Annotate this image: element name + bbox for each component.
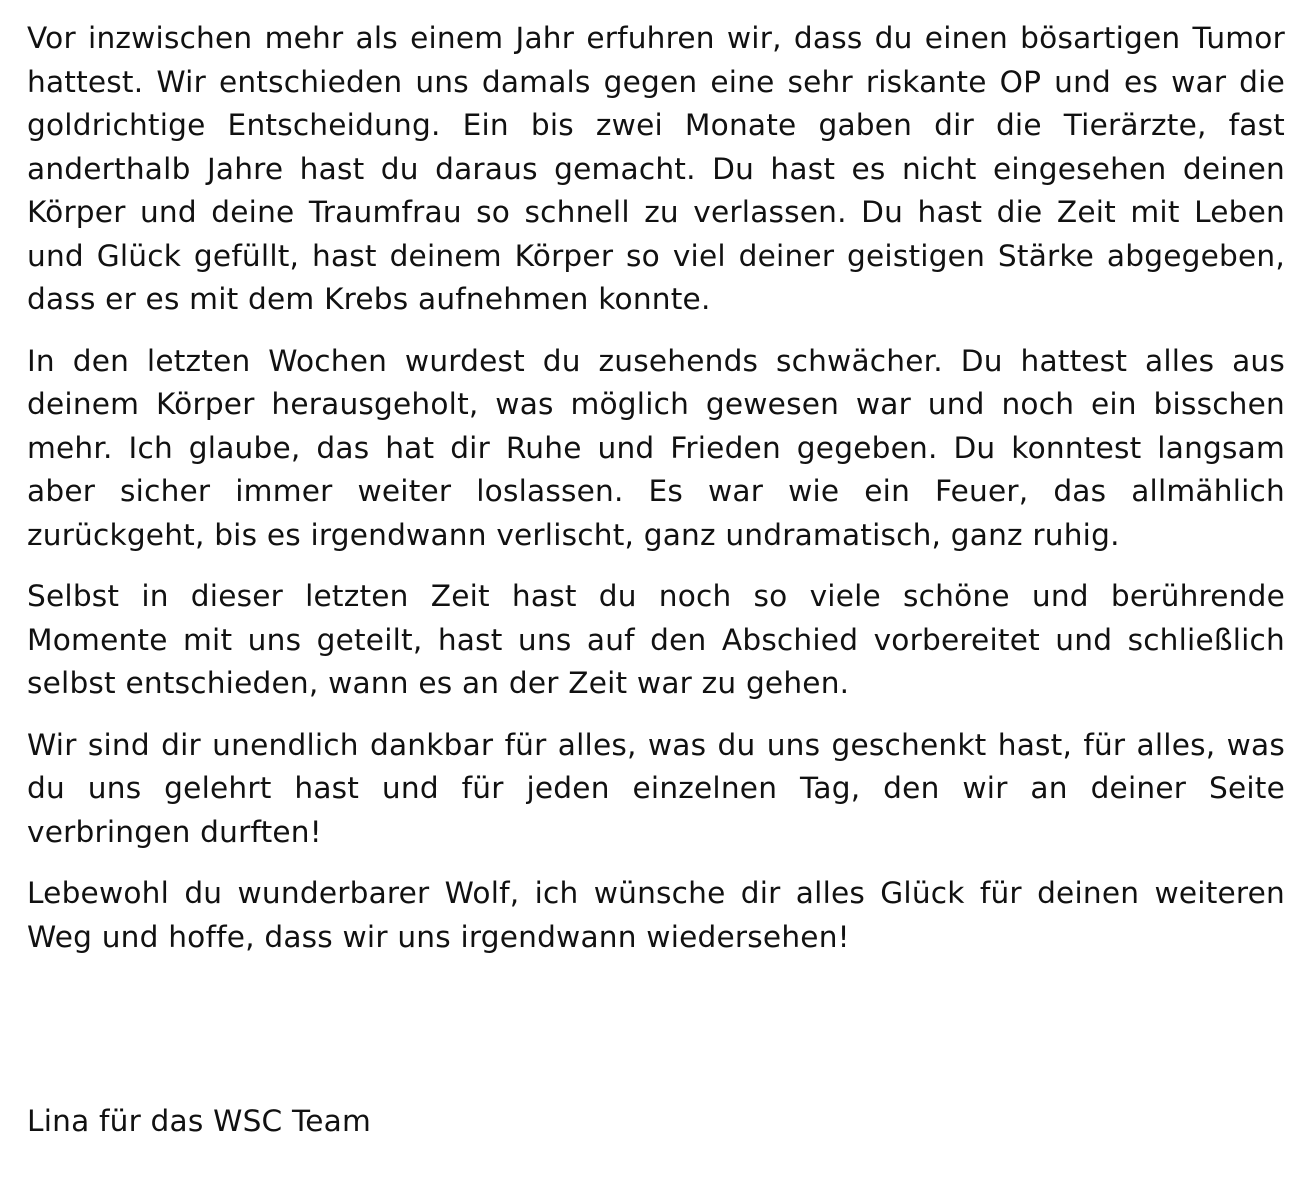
signature: Lina für das WSC Team (27, 1104, 372, 1138)
paragraph-farewell: Lebewohl du wunderbarer Wolf, ich wünsche dir alles Glück für deinen weiteren Weg und hoffe, dass wir uns irgendwann wiedersehen! (27, 876, 1285, 954)
letter-body (27, 17, 1285, 977)
paragraph-last-moments: Selbst in dieser letzten Zeit hast du noch so viele schöne und berührende Momente mit uns geteilt, hast uns auf den Abschied vorbereitet und schließlich selbst entschieden, wann es an der Zeit war zu gehen. (27, 579, 1285, 700)
paragraph-tumor-diagnosis: Vor inzwischen mehr als einem Jahr erfuhren wir, dass du einen bösartigen Tumor hattest. Wir entschieden uns damals gegen eine sehr riskante OP und es war die goldrichtige Entscheidung. Ein bis zwei Monate gaben dir die Tierärzte, fast anderthalb Jahre hast du daraus gemacht. Du hast es nicht eingesehen deinen Körper und deine Traumfrau so schnell zu verlassen. Du hast die Zeit mit Leben und Glück gefüllt, hast deinem Körper so viel deiner geistigen Stärke abgegeben, dass er es mit dem Krebs aufnehmen konnte. (27, 21, 1285, 316)
paragraph-last-weeks: In den letzten Wochen wurdest du zusehends schwächer. Du hattest alles aus deinem Körper herausgeholt, was möglich gewesen war und noch ein bisschen mehr. Ich glaube, das hat dir Ruhe und Frieden gegeben. Du konntest langsam aber sicher immer weiter loslassen. Es war wie ein Feuer, das allmählich zurückgeht, bis es irgendwann verlischt, ganz undramatisch, ganz ruhig. (27, 343, 1285, 552)
paragraph-gratitude: Wir sind dir unendlich dankbar für alles, was du uns geschenkt hast, für alles, was du uns gelehrt hast und für jeden einzelnen Tag, den wir an deiner Seite verbringen durften! (27, 727, 1285, 849)
